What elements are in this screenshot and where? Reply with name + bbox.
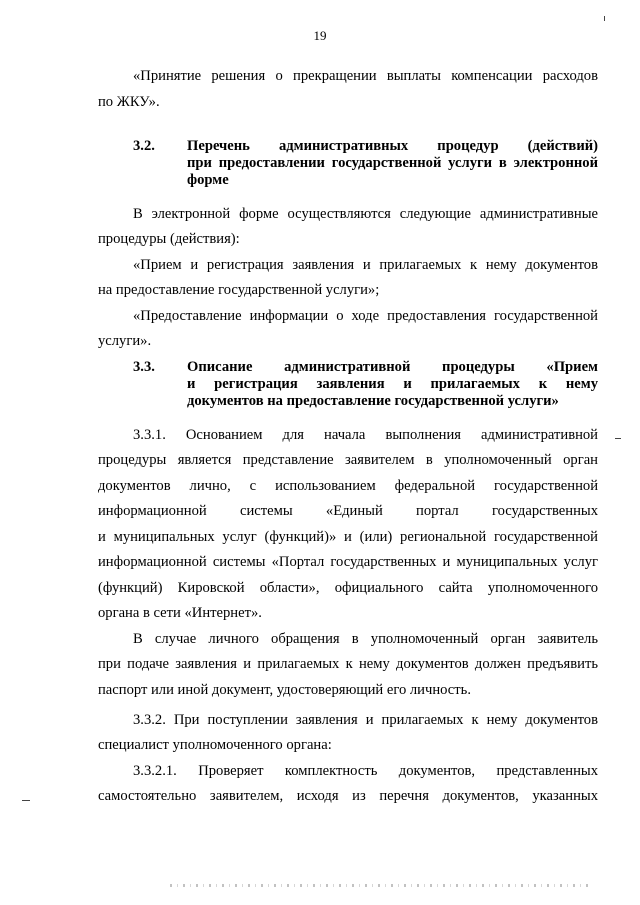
text-line: процедуры (действия):: [98, 231, 240, 247]
text-line: информационной системы «Портал государственных и муниципальных услуг: [98, 554, 598, 570]
scan-noise: [170, 884, 590, 887]
section-heading-line: форме: [187, 172, 229, 188]
text-line: В случае личного обращения в уполномоченный орган заявитель: [133, 631, 598, 647]
text-line: документов лично, с использованием федеральной государственной: [98, 478, 598, 494]
scan-mark: [604, 16, 605, 21]
section-heading-line: Перечень административных процедур (действий): [187, 138, 598, 154]
text-line: «Принятие решения о прекращении выплаты компенсации расходов: [133, 68, 598, 84]
section-number: 3.2.: [133, 138, 155, 154]
text-line: на предоставление государственной услуги»;: [98, 282, 380, 298]
text-line: «Прием и регистрация заявления и прилагаемых к нему документов: [133, 257, 598, 273]
text-line: органа в сети «Интернет».: [98, 605, 262, 621]
section-number: 3.3.: [133, 359, 155, 375]
section-heading-line: Описание административной процедуры «Прием: [187, 359, 598, 375]
text-line: специалист уполномоченного органа:: [98, 737, 332, 753]
text-line: паспорт или иной документ, удостоверяющий его личность.: [98, 682, 471, 698]
text-line: процедуры является представление заявителем в уполномоченный орган: [98, 452, 598, 468]
text-line: при подаче заявления и прилагаемых к нему документов должен предъявить: [98, 656, 598, 672]
scan-mark: [22, 800, 30, 801]
text-line: 3.3.2. При поступлении заявления и прилагаемых к нему документов: [133, 712, 598, 728]
text-line: услуги».: [98, 333, 152, 349]
text-line: самостоятельно заявителем, исходя из перечня документов, указанных: [98, 788, 598, 804]
section-heading-line: при предоставлении государственной услуги в электронной: [187, 155, 598, 171]
text-line: 3.3.1. Основанием для начала выполнения административной: [133, 427, 598, 443]
scan-mark: [615, 438, 621, 439]
text-line: информационной системы «Единый портал государственных: [98, 503, 598, 519]
text-line: (функций) Кировской области», официального сайта уполномоченного: [98, 580, 598, 596]
section-heading-line: и регистрация заявления и прилагаемых к нему: [187, 376, 598, 392]
text-line: В электронной форме осуществляются следующие административные: [133, 206, 598, 222]
section-heading-line: документов на предоставление государственной услуги»: [187, 393, 559, 409]
page-number: 19: [313, 28, 327, 43]
text-line: по ЖКУ».: [98, 94, 160, 110]
text-line: и муниципальных услуг (функций)» и (или) региональной государственной: [98, 529, 598, 545]
text-line: 3.3.2.1. Проверяет комплектность документов, представленных: [133, 763, 598, 779]
text-line: «Предоставление информации о ходе предоставления государственной: [133, 308, 598, 324]
